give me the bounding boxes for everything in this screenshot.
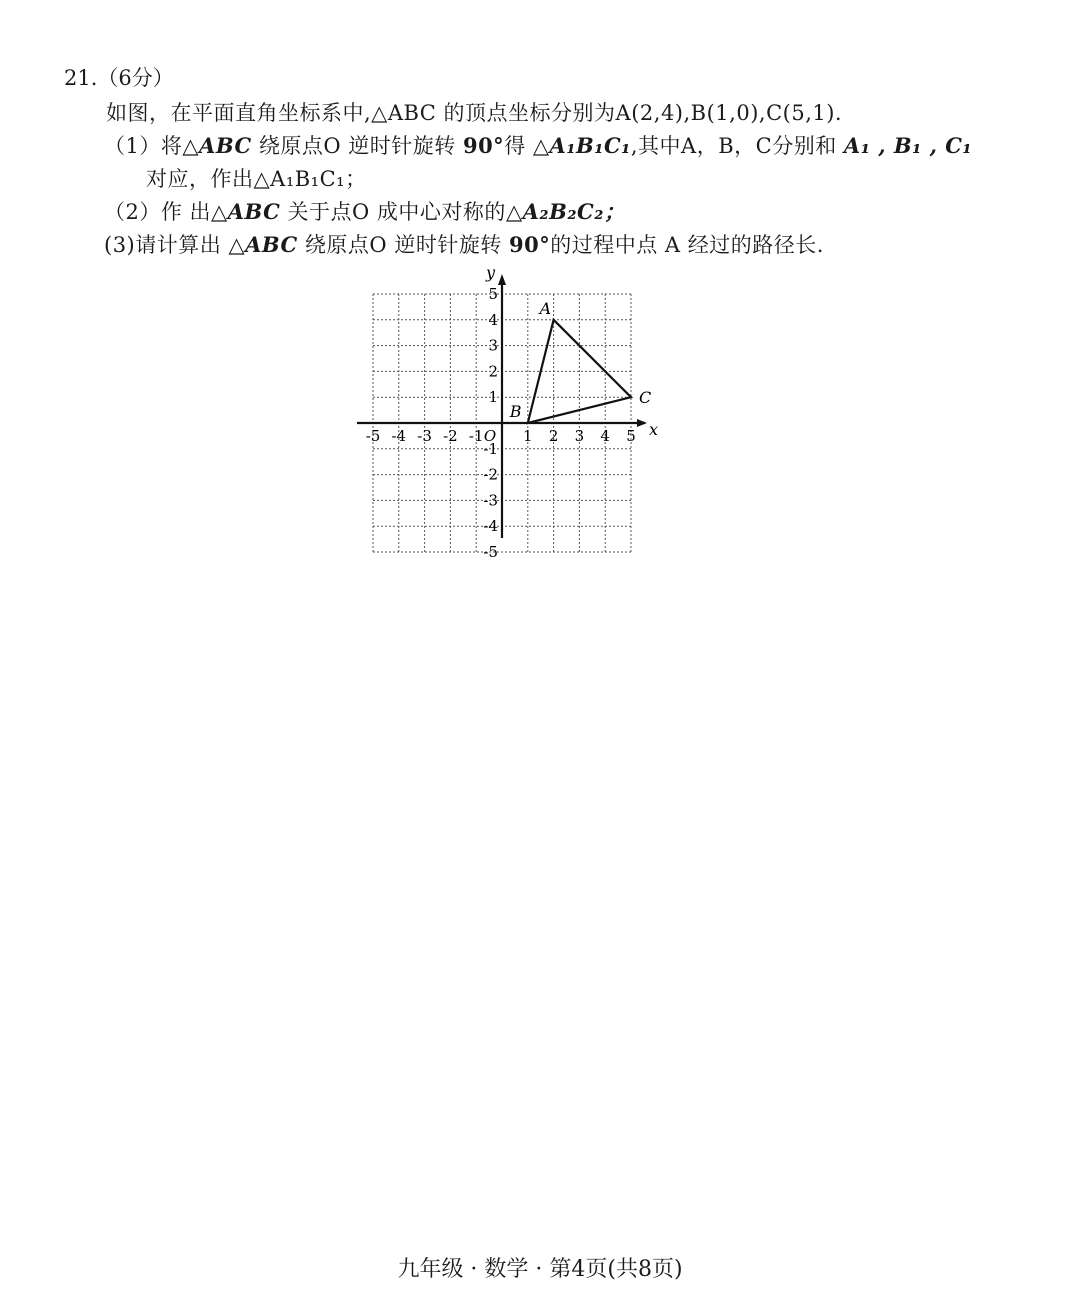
y-tick-label: 5: [488, 285, 498, 303]
x-tick-label: -5: [365, 427, 381, 445]
question-number: 21.（6分）: [64, 66, 174, 90]
y-tick-label: -4: [483, 517, 498, 536]
part2-prefix: （2）作 出: [104, 200, 212, 224]
part3-text: 绕原点O 逆时针旋转: [304, 233, 502, 257]
point-label-c: C: [639, 388, 652, 408]
part2-triangle: △ABC: [211, 199, 281, 224]
part3-prefix: (3)请计算出: [104, 233, 222, 257]
part1-text3: ,其中A，B，C分别和: [630, 134, 837, 158]
part1-points: A₁ , B₁ , C₁: [843, 133, 973, 158]
part1-triangle2: △A₁B₁C₁: [532, 133, 631, 158]
x-tick-label: 3: [574, 427, 585, 445]
part3-degree: 90°: [509, 232, 551, 257]
y-axis-label: y: [486, 263, 496, 282]
point-label-b: B: [509, 402, 522, 421]
y-tick-label: 3: [488, 336, 498, 355]
part1-prefix: （1）将: [104, 134, 183, 158]
y-tick-label: -5: [483, 543, 498, 561]
x-tick-label: 5: [626, 427, 636, 445]
x-tick-label: -2: [443, 427, 458, 445]
x-axis-label: x: [649, 420, 659, 439]
question-part1-line2: 对应，作出△A₁B₁C₁；: [146, 167, 367, 191]
x-tick-label: 1: [523, 427, 533, 445]
question-part2: [104, 196, 625, 226]
question-part3: [104, 229, 824, 259]
y-tick-label: 1: [488, 388, 498, 407]
page-footer: 九年级 · 数学 · 第4页(共8页): [397, 1257, 683, 1282]
part1-degree: 90°: [462, 133, 505, 158]
coordinate-figure: [350, 258, 670, 576]
x-tick-label: 4: [600, 427, 610, 445]
part3-triangle: △ABC: [228, 232, 298, 257]
part3-end: 的过程中点 A 经过的路径长.: [550, 233, 824, 257]
y-tick-label: -1: [483, 439, 498, 458]
x-tick-label: -1: [468, 427, 484, 445]
y-tick-label: 4: [488, 310, 498, 329]
x-axis-arrow: [637, 419, 647, 427]
coordinate-plane: [350, 258, 670, 576]
part1-text2: 得: [504, 134, 526, 158]
part1-text: 绕原点O 逆时针旋转: [258, 134, 456, 158]
question-part1: [104, 130, 972, 160]
x-tick-label: -4: [391, 427, 407, 445]
part2-triangle2: △A₂B₂C₂；: [505, 199, 626, 224]
x-tick-label: 2: [548, 427, 559, 445]
y-tick-label: 2: [488, 362, 498, 381]
question-intro: 如图，在平面直角坐标系中,△ABC 的顶点坐标分别为A(2,4),B(1,0),C(5,1).: [106, 101, 843, 125]
x-tick-label: -3: [417, 427, 432, 445]
y-tick-label: -2: [483, 465, 498, 484]
y-axis-arrow: [498, 274, 506, 285]
part1-triangle: △ABC: [182, 133, 252, 158]
origin-label: O: [483, 427, 497, 445]
part2-text: 关于点O 成中心对称的: [287, 200, 506, 224]
y-tick-label: -3: [483, 491, 498, 510]
point-label-a: A: [539, 298, 552, 318]
